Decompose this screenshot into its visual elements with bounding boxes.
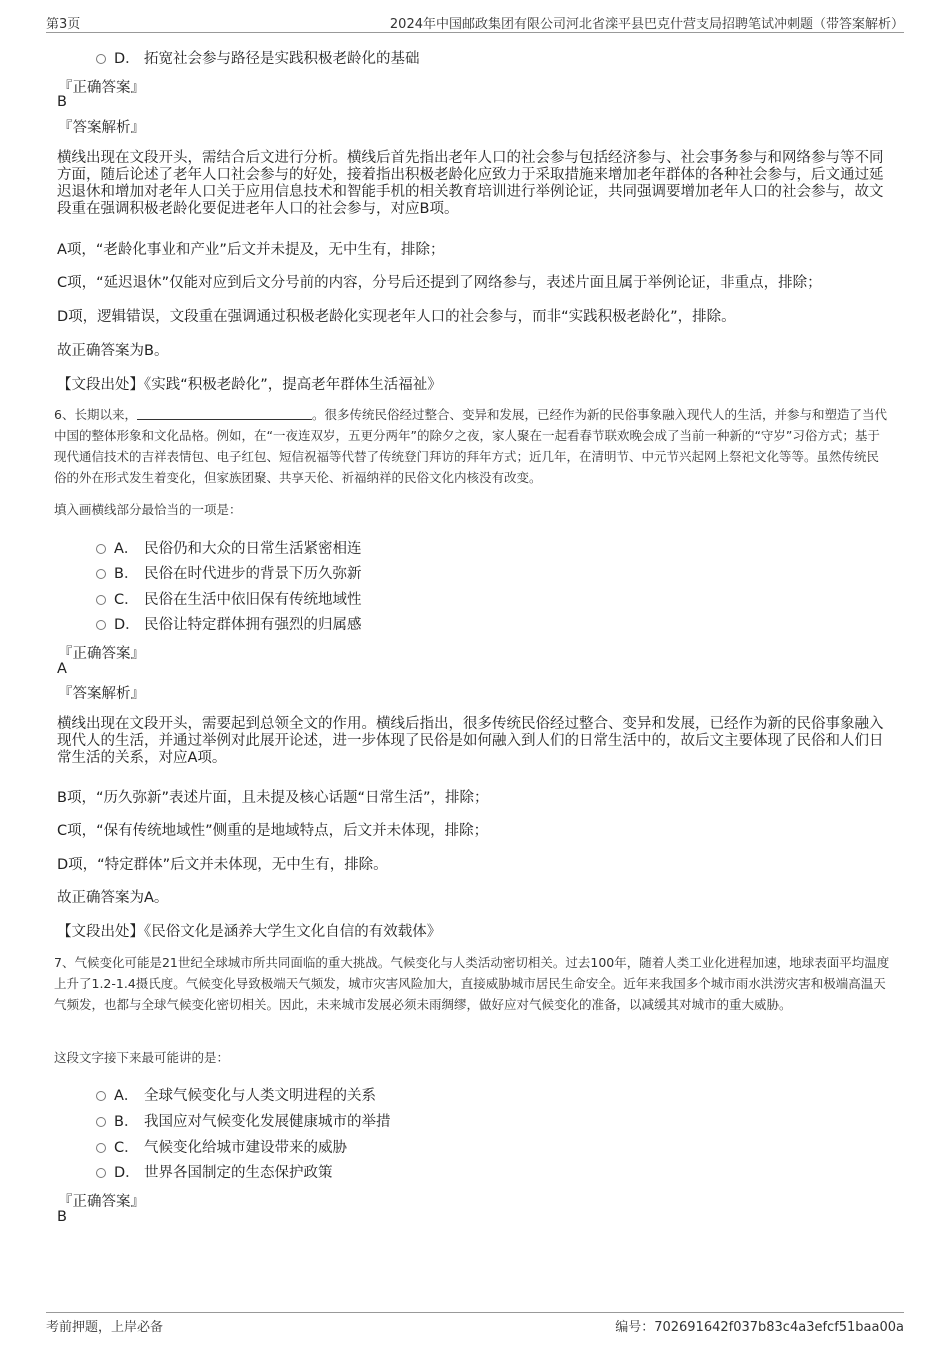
q6-conclusion: 故正确答案为A。 (57, 890, 169, 906)
q5-answer-label: 『正确答案』 (58, 80, 145, 96)
document-code: 编号：702691642f037b83c4a3efcf51baa00a (615, 1320, 904, 1335)
q6-stem: 6、长期以来， 。很多传统民俗经过整合、变异和发展，已经作为新的民俗事象融入现代人的生活，并参与和塑造了当代中国的整体形象和文化品格。例如，在“一夜连双岁，五更分两年”的除夕之夜，家人聚在一起看春节联欢晚会成了当前一种新的“守岁”习俗方式；基于现代通信技术的吉祥表情包、电子红包、短信祝福等代替了传统登门拜访的拜年方式；近几年，在清明节、中元节兴起网上祭祀文化等等。虽然传统民俗的外在形式发生着变化，但家族团聚、共享天伦、祈福纳祥的民俗文化内核没有改变。 (54, 407, 887, 485)
q5-analysis-label: 『答案解析』 (58, 120, 145, 136)
q6-prompt: 填入画横线部分最恰当的一项是： (54, 502, 242, 517)
q5-option-d[interactable]: D． 拓宽社会参与路径是实践积极老龄化的基础 (96, 47, 420, 68)
radio-icon[interactable] (96, 1091, 106, 1101)
q7-stem: 7、气候变化可能是21世纪全球城市所共同面临的重大挑战。气候变化与人类活动密切相关。过去100年，随着人类工业化进程加速，地球表面平均温度上升了1.2-1.4摄氏度。气候变化导致极端天气频发，城市灾害风险加大，直接威胁城市居民生命安全。近年来我国多个城市雨水洪涝灾害和极端高温天气频发，也都与全球气候变化密切相关。因此，未来城市发展必须未雨绸缪，做好应对气候变化的准备，以减缓其对城市的重大威胁。 (54, 955, 890, 1012)
q5-conclusion: 故正确答案为B。 (57, 343, 169, 359)
q7-prompt: 这段文字接下来最可能讲的是： (54, 1050, 230, 1065)
radio-icon[interactable] (96, 1143, 106, 1153)
q7-option-a[interactable]: A． 全球气候变化与人类文明进程的关系 (96, 1084, 376, 1105)
radio-icon[interactable] (96, 54, 106, 64)
q6-source: 【文段出处】《民俗文化是涵养大学生文化自信的有效载体》 (57, 924, 442, 940)
q6-answer-label: 『正确答案』 (58, 646, 145, 662)
q7-answer: B (57, 1209, 67, 1225)
q6-note-d: D项，“特定群体”后文并未体现，无中生有，排除。 (57, 857, 388, 873)
q6-note-c: C项，“保有传统地域性”侧重的是地域特点，后文并未体现，排除； (57, 823, 489, 839)
q5-note-c: C项，“延迟退休”仅能对应到后文分号前的内容，分号后还提到了网络参与，表述片面且属于举例论证，非重点，排除； (57, 275, 822, 291)
radio-icon[interactable] (96, 620, 106, 630)
radio-icon[interactable] (96, 1117, 106, 1127)
q6-option-b[interactable]: B． 民俗在时代进步的背景下历久弥新 (96, 562, 362, 583)
footer-slogan: 考前押题，上岸必备 (46, 1320, 164, 1335)
q5-note-a: A项，“老龄化事业和产业”后文并未提及，无中生有，排除； (57, 242, 445, 258)
q6-note-b: B项，“历久弥新”表述片面，且未提及核心话题“日常生活”，排除； (57, 790, 489, 806)
document-title: 2024年中国邮政集团有限公司河北省滦平县巴克什营支局招聘笔试冲刺题（带答案解析） (389, 17, 904, 32)
page-number: 第3页 (46, 17, 81, 32)
q6-analysis-text: 横线出现在文段开头，需要起到总领全文的作用。横线后指出，很多传统民俗经过整合、变异和发展，已经作为新的民俗事象融入现代人的生活，并通过举例对此展开论述，进一步体现了民俗是如何融入到人们的日常生活中的，故后文主要体现了民俗和人们日常生活的关系，对应A项。 (57, 716, 884, 766)
q5-source: 【文段出处】《实践“积极老龄化”，提高老年群体生活福祉》 (57, 377, 442, 393)
radio-icon[interactable] (96, 544, 106, 554)
page-header (46, 12, 904, 33)
q6-answer: A (57, 661, 67, 677)
radio-icon[interactable] (96, 569, 106, 579)
q6-option-c[interactable]: C． 民俗在生活中依旧保有传统地域性 (96, 588, 362, 609)
q7-option-d[interactable]: D． 世界各国制定的生态保护政策 (96, 1161, 333, 1182)
fill-blank (137, 407, 312, 420)
q5-answer: B (57, 94, 67, 110)
q5-analysis-text: 横线出现在文段开头，需结合后文进行分析。横线后首先指出老年人口的社会参与包括经济参与、社会事务参与和网络参与等不同方面，随后论述了老年人口社会参与的好处，接着指出积极老龄化应致力于采取措施来增加老年群体的各种社会参与，后文通过延迟退休和增加对老年人口关于应用信息技术和智能手机的相关教育培训进行举例论证，共同强调要增加老年人口的社会参与，故文段重在强调积极老龄化要促进老年人口的社会参与，对应B项。 (57, 150, 884, 217)
q6-option-d[interactable]: D． 民俗让特定群体拥有强烈的归属感 (96, 613, 362, 634)
radio-icon[interactable] (96, 1168, 106, 1178)
q7-answer-label: 『正确答案』 (58, 1194, 145, 1210)
q7-option-c[interactable]: C． 气候变化给城市建设带来的威胁 (96, 1136, 347, 1157)
page-footer (46, 1312, 904, 1335)
q6-analysis-label: 『答案解析』 (58, 686, 145, 702)
q6-option-a[interactable]: A． 民俗仍和大众的日常生活紧密相连 (96, 537, 362, 558)
q5-note-d: D项，逻辑错误，文段重在强调通过积极老龄化实现老年人口的社会参与，而非“实践积极老龄化”，排除。 (57, 309, 736, 325)
radio-icon[interactable] (96, 595, 106, 605)
q7-option-b[interactable]: B． 我国应对气候变化发展健康城市的举措 (96, 1110, 391, 1131)
